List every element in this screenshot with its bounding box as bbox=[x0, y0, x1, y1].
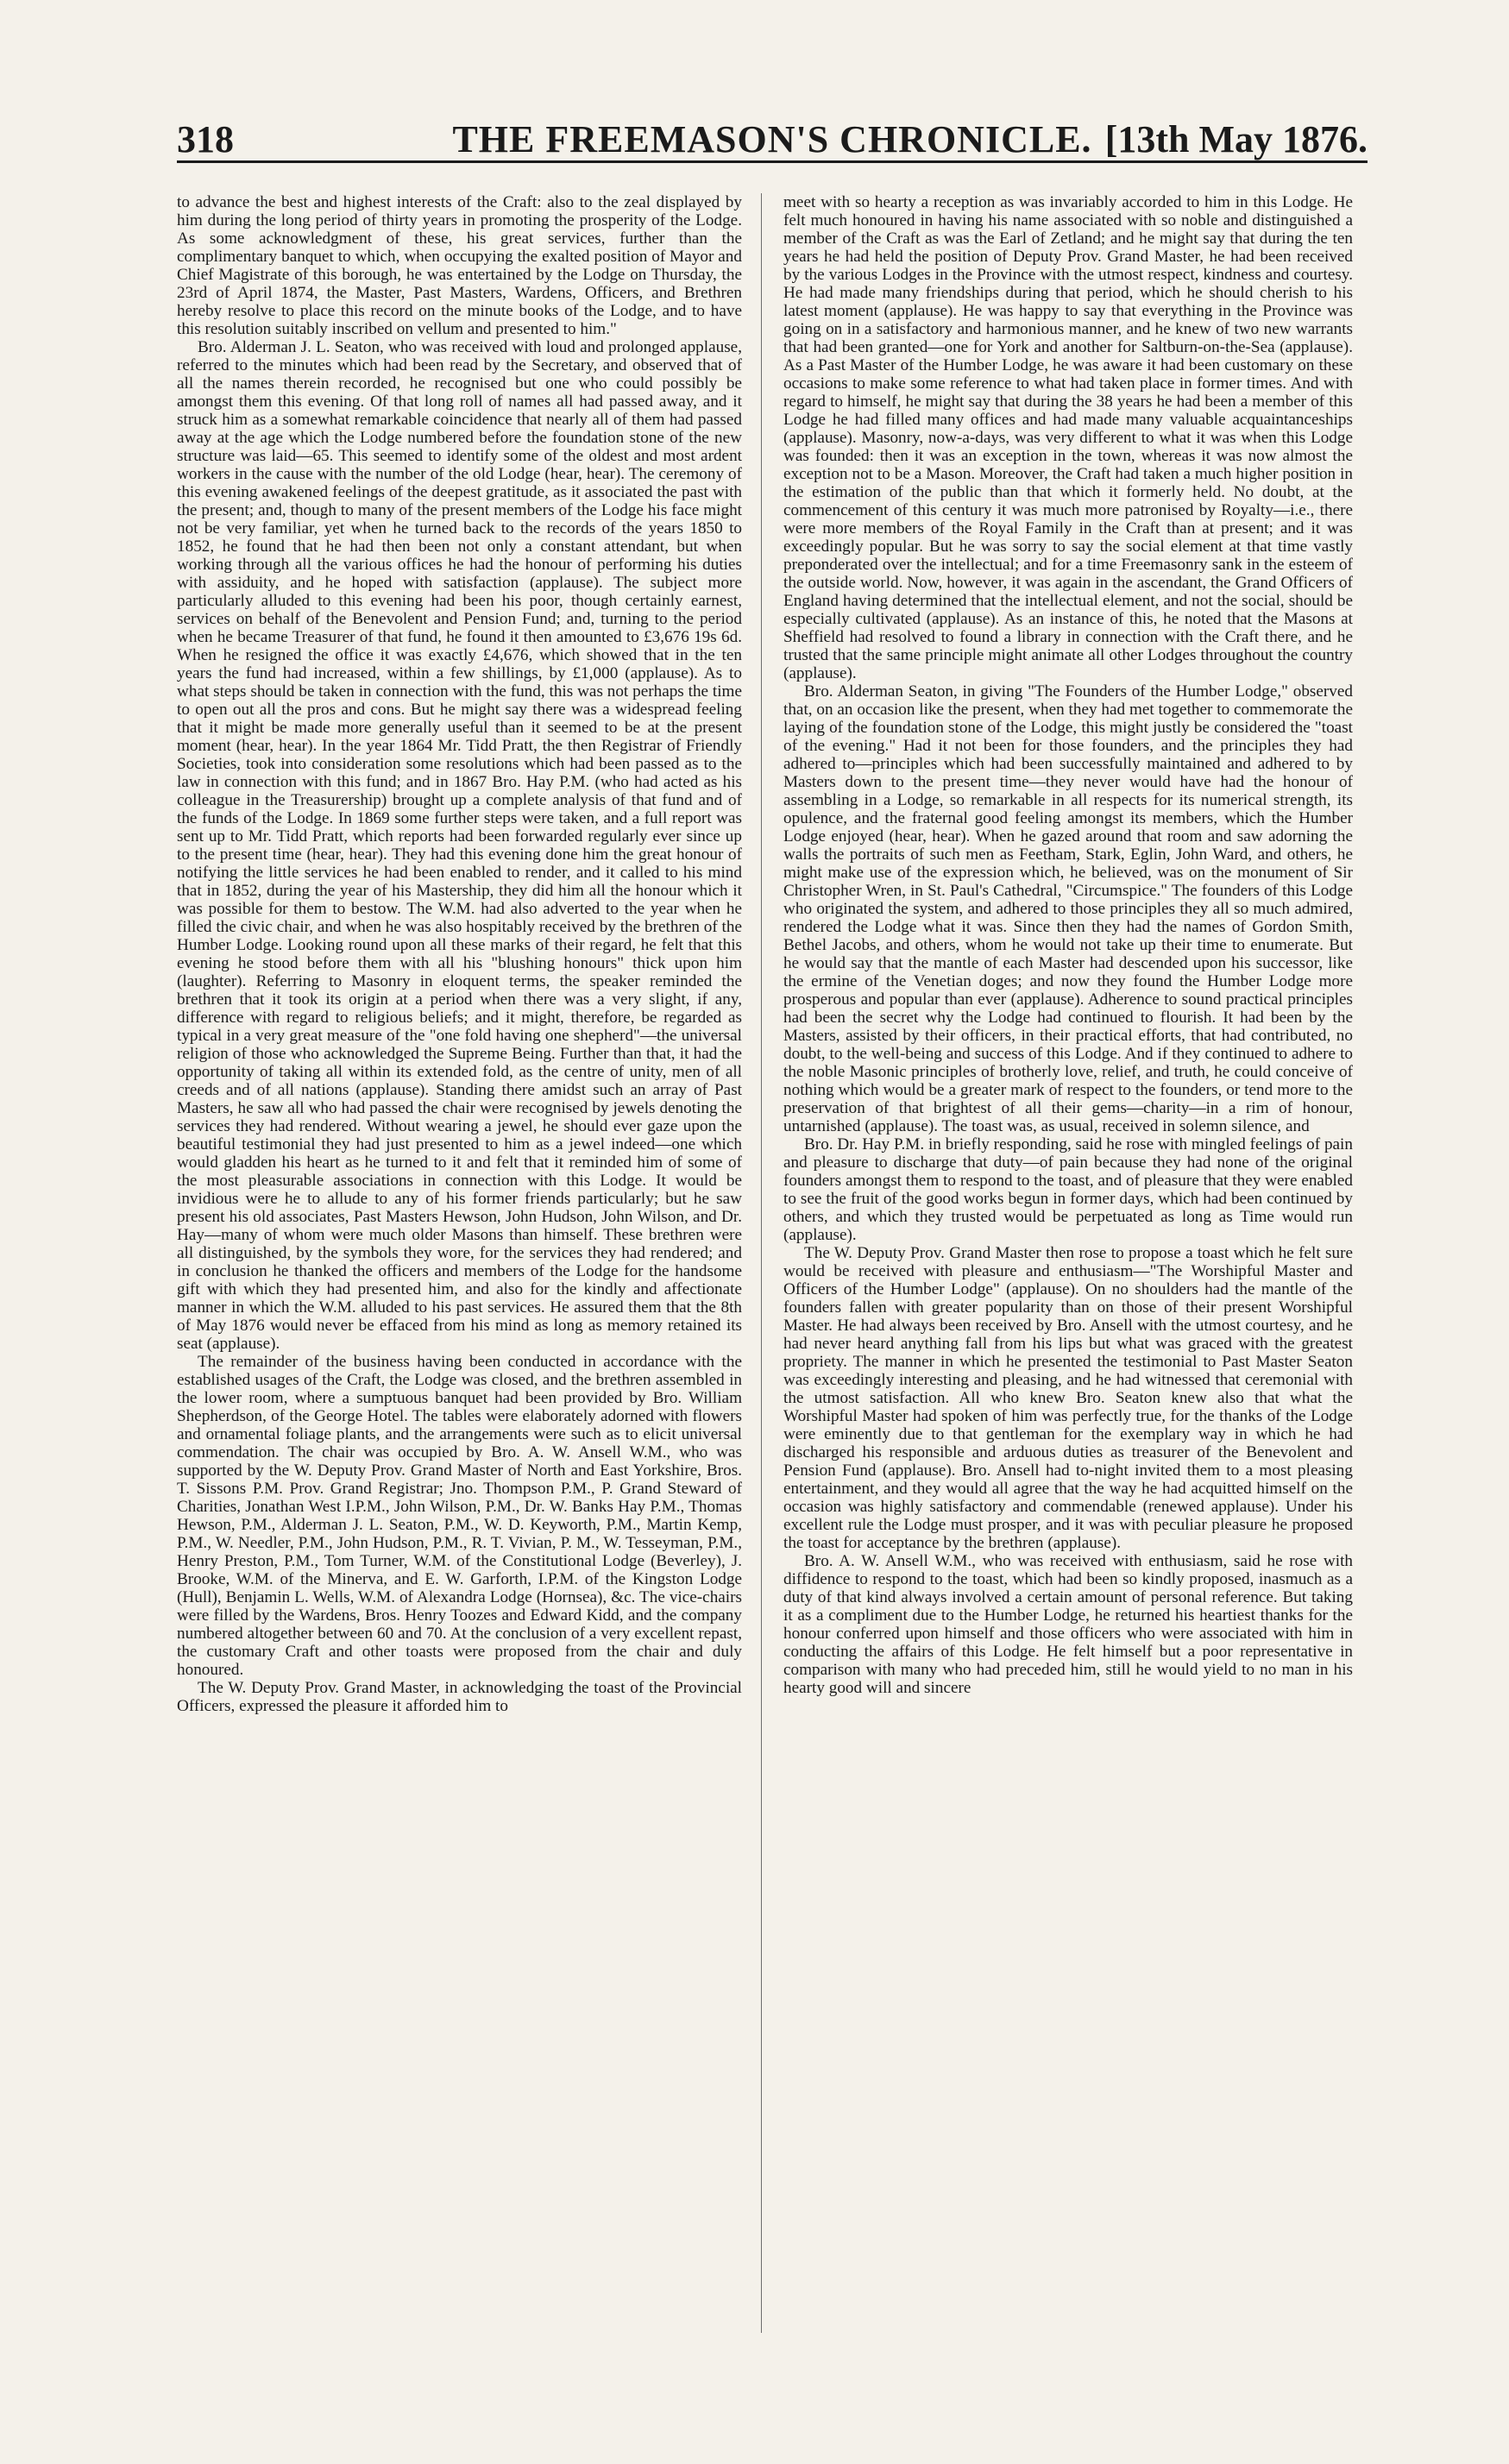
article-paragraph: meet with so hearty a reception as was invariably accorded to him in this Lodge. He felt much honoured in having his name associated with so noble and distinguished a member of the Craft as was the Earl of Zetland; and he might say that during the ten years he had held the position of Deputy Prov. Grand Master, he had been received by the various Lodges in the Province with the utmost respect, kindness and courtesy. He had made many friendships during that period, which he should cherish to his latest moment (applause). He was happy to say that everything in the Province was going on in a satisfactory and harmonious manner, and he knew of two new warrants that had been granted—one for York and another for Saltburn-on-the-Sea (applause). As a Past Master of the Humber Lodge, he was aware it had been customary on these occasions to make some reference to what had taken place in former times. And with regard to himself, he might say that during the 38 years he had been a member of this Lodge he had filled many offices and had made many valuable acquaintanceships (applause). Masonry, now-a-days, was very different to what it was when this Lodge was founded: then it was an exception in the town, whereas it was now almost the exception not to be a Mason. Moreover, the Craft had taken a much higher position in the estimation of the public than that which it formerly held. No doubt, at the commencement of this century it was much more patronised by Royalty—i.e., there were more members of the Royal Family in the Craft than at present; and it was exceedingly popular. But he was sorry to say the social element at that time vastly preponderated over the intellectual; and for a time Freemasonry sank in the esteem of the outside world. Now, however, it was again in the ascendant, the Grand Officers of England having determined that the intellectual element, and not the social, should be especially cultivated (applause). As an instance of this, he noted that the Masons at Sheffield had resolved to found a library in connection with the Craft there, and he trusted that the same principle might animate all other Lodges throughout the country (applause). bbox=[783, 193, 1353, 682]
right-column bbox=[783, 193, 1353, 2333]
article-paragraph: The W. Deputy Prov. Grand Master then rose to propose a toast which he felt sure would be received with pleasure and enthusiasm—"The Worshipful Master and Officers of the Humber Lodge" (applause). On no shoulders had the mantle of the founders fallen with greater popularity than on those of their present Worshipful Master. He had always been received by Bro. Ansell with the utmost courtesy, and he had never heard anything fall from his lips but what was graced with the greatest propriety. The manner in which he presented the testimonial to Past Master Seaton was exceedingly interesting and pleasing, and he had witnessed that ceremonial with the utmost satisfaction. All who knew Bro. Seaton knew also that what the Worshipful Master had spoken of him was perfectly true, for the thanks of the Lodge were eminently due to that gentleman for the exemplary way in which he had discharged his responsible and arduous duties as treasurer of the Benevolent and Pension Fund (applause). Bro. Ansell had to-night invited them to a most pleasing entertainment, and they would all agree that the way he had acquitted himself on the occasion was highly satisfactory and commendable (renewed applause). Under his excellent rule the Lodge must prosper, and it was with peculiar pleasure he proposed the toast for acceptance by the brethren (applause). bbox=[783, 1244, 1353, 1552]
article-paragraph: Bro. Alderman Seaton, in giving "The Founders of the Humber Lodge," observed that, on an occasion like the present, when they had met together to commemorate the laying of the foundation stone of the Lodge, this might justly be considered the "toast of the evening." Had it not been for those founders, and the principles they had adhered to—principles which had been successfully maintained and adhered to by Masters down to the present time—they never would have had the honour of assembling in a Lodge, so remarkable in all respects for its numerical strength, its opulence, and the fraternal good feeling amongst its members, which the Humber Lodge enjoyed (hear, hear). When he gazed around that room and saw adorning the walls the portraits of such men as Feetham, Stark, Eglin, John Ward, and others, he might make use of the expression which, he believed, was on the monument of Sir Christopher Wren, in St. Paul's Cathedral, "Circumspice." The founders of this Lodge who originated the system, and adhered to those principles they all so much admired, rendered the Lodge what it was. Since then they had the names of Gordon Smith, Bethel Jacobs, and others, whom he would not take up their time to enumerate. But he would say that the mantle of each Master had descended upon his successor, like the ermine of the Venetian doges; and now they found the Humber Lodge more prosperous and popular than ever (applause). Adherence to sound practical principles had been the secret why the Lodge had continued to flourish. It had been by the Masters, assisted by their officers, in their practical efforts, that had contributed, no doubt, to the well-being and success of this Lodge. And if they continued to adhere to the noble Masonic principles of brotherly love, relief, and truth, he could conceive of nothing which would be a greater mark of respect to the founders, or tend more to the preservation of that brightest of all their gems—charity—in a rim of honour, untarnished (applause). The toast was, as usual, received in solemn silence, and bbox=[783, 682, 1353, 1135]
publication-title: THE FREEMASON'S CHRONICLE. bbox=[452, 118, 1092, 160]
article-paragraph: The W. Deputy Prov. Grand Master, in acknowledging the toast of the Provincial Officers, expressed the pleasure it afforded him to bbox=[177, 1679, 742, 1715]
article-paragraph: to advance the best and highest interests of the Craft: also to the zeal displayed by him during the long period of thirty years in promoting the prosperity of the Lodge. As some acknowledgment of these, his great services, further than the complimentary banquet to which, when occupying the exalted position of Mayor and Chief Magistrate of this borough, he was entertained by the Lodge on Thursday, the 23rd of April 1874, the Master, Past Masters, Wardens, Officers, and Brethren hereby resolve to place this record on the minute books of the Lodge, and to have this resolution suitably inscribed on vellum and presented to him." bbox=[177, 193, 742, 338]
issue-date: [13th May 1876. bbox=[1104, 118, 1368, 160]
left-column bbox=[177, 193, 742, 2333]
article-paragraph: Bro. Dr. Hay P.M. in briefly responding, said he rose with mingled feelings of pain and pleasure to discharge that duty—of pain because they had none of the original founders amongst them to respond to the toast, and of pleasure that they were enabled to see the fruit of the good works begun in former days, which had been continued by others, and which they trusted would be perpetuated as long as Time would run (applause). bbox=[783, 1135, 1353, 1244]
article-paragraph: The remainder of the business having been conducted in accordance with the established usages of the Craft, the Lodge was closed, and the brethren assembled in the lower room, where a sumptuous banquet had been provided by Bro. William Shepherdson, of the George Hotel. The tables were elaborately adorned with flowers and ornamental foliage plants, and the arrangements were such as to elicit universal commendation. The chair was occupied by Bro. A. W. Ansell W.M., who was supported by the W. Deputy Prov. Grand Master of North and East Yorkshire, Bros. T. Sissons P.M. Prov. Grand Registrar; Jno. Thompson P.M., P. Grand Steward of Charities, Jonathan West I.P.M., John Wilson, P.M., Dr. W. Banks Hay P.M., Thomas Hewson, P.M., Alderman J. L. Seaton, P.M., W. D. Keyworth, P.M., Martin Kemp, P.M., W. Needler, P.M., John Hudson, P.M., R. T. Vivian, P. M., W. Tesseyman, P.M., Henry Preston, P.M., Tom Turner, W.M. of the Constitutional Lodge (Beverley), J. Brooke, W.M. of the Minerva, and E. W. Garforth, I.P.M. of the Kingston Lodge (Hull), Benjamin L. Wells, W.M. of Alexandra Lodge (Hornsea), &c. The vice-chairs were filled by the Wardens, Bros. Henry Toozes and Edward Kidd, and the company numbered altogether between 60 and 70. At the conclusion of a very excellent repast, the customary Craft and other toasts were proposed from the chair and duly honoured. bbox=[177, 1353, 742, 1679]
page-number: 318 bbox=[177, 118, 234, 160]
article-paragraph: Bro. Alderman J. L. Seaton, who was received with loud and prolonged applause, referred to the minutes which had been read by the Secretary, and observed that of all the names therein recorded, he recognised but one who could possibly be amongst them this evening. Of that long roll of names all had passed away, and it struck him as a somewhat remarkable coincidence that nearly all of them had passed away at the age which the Lodge numbered before the foundation stone of the new structure was laid—65. This seemed to identify some of the oldest and most ardent workers in the cause with the number of the old Lodge (hear, hear). The ceremony of this evening awakened feelings of the deepest gratitude, as it associated the past with the present; and, though to many of the present members of the Lodge his face might not be very familiar, yet when he turned back to the records of the years 1850 to 1852, he found that he had then been not only a constant attendant, but when working through all the various offices he had the honour of performing his duties with assiduity, and he hoped with satisfaction (applause). The subject more particularly alluded to this evening had been his poor, though certainly earnest, services on behalf of the Benevolent and Pension Fund; and, turning to the period when he became Treasurer of that fund, he found it then amounted to £3,676 19s 6d. When he resigned the office it was exactly £4,676, which showed that in the ten years the fund had increased, within a few shillings, by £1,000 (applause). As to what steps should be taken in connection with the fund, this was not perhaps the time to open out all the pros and cons. But he might say there was a widespread feeling that it might be made more generally useful than it seemed to be at the present moment (hear, hear). In the year 1864 Mr. Tidd Pratt, the then Registrar of Friendly Societies, took into consideration some resolutions which had been passed as to the law in connection with this fund; and in 1867 Bro. Hay P.M. (who had acted as his colleague in the Treasurership) brought up a complete analysis of that fund and of the funds of the Lodge. In 1869 some further steps were taken, and a full report was sent up to Mr. Tidd Pratt, which reports had been forwarded regularly ever since up to the present time (hear, hear). They had this evening done him the great honour of notifying the little services he had been enabled to render, and it called to his mind that in 1852, during the year of his Mastership, they did him all the honour which it was possible for them to bestow. The W.M. had also adverted to the year when he filled the civic chair, and when he was also hospitably received by the brethren of the Humber Lodge. Looking round upon all these marks of their regard, he felt that this evening he stood before them with all his "blushing honours" thick upon him (laughter). Referring to Masonry in eloquent terms, the speaker reminded the brethren that it took its origin at a period when there was a very slight, if any, difference with regard to religious beliefs; and it might, therefore, be regarded as typical in a very great measure of the "one fold having one shepherd"—the universal religion of those who acknowledged the Supreme Being. Further than that, it had the opportunity of taking all within its extended fold, as the centre of unity, men of all creeds and of all nations (applause). Standing there amidst such an array of Past Masters, he saw all who had passed the chair were recognised by jewels denoting the services they had rendered. Without wearing a jewel, he should ever gaze upon the beautiful testimonial they had just presented to him as a jewel indeed—one which would gladden his heart as he turned to it and felt that it reminded him of some of the most pleasurable associations in connection with this Lodge. It would be invidious were he to allude to any of his former friends particularly; but he saw present his old associates, Past Masters Hewson, John Hudson, John Wilson, and Dr. Hay—many of whom were much older Masons than himself. These brethren were all distinguished, by the symbols they wore, for the services they had rendered; and in conclusion he thanked the officers and members of the Lodge for the handsome gift with which they had presented him, and also for the kindly and affectionate manner in which the W.M. alluded to his past services. He assured them that the 8th of May 1876 would never be effaced from his mind as long as memory retained its seat (applause). bbox=[177, 338, 742, 1353]
masthead bbox=[177, 117, 1368, 163]
column-divider bbox=[761, 193, 762, 2333]
article-paragraph: Bro. A. W. Ansell W.M., who was received with enthusiasm, said he rose with diffidence to respond to the toast, which had been so kindly proposed, inasmuch as a duty of that kind always involved a certain amount of personal reference. But taking it as a compliment due to the Humber Lodge, he returned his heartiest thanks for the honour conferred upon himself and those officers who were associated with him in conducting the affairs of this Lodge. He felt himself but a poor representative in comparison with many who had preceded him, still he would yield to no man in his hearty good will and sincere bbox=[783, 1552, 1353, 1697]
